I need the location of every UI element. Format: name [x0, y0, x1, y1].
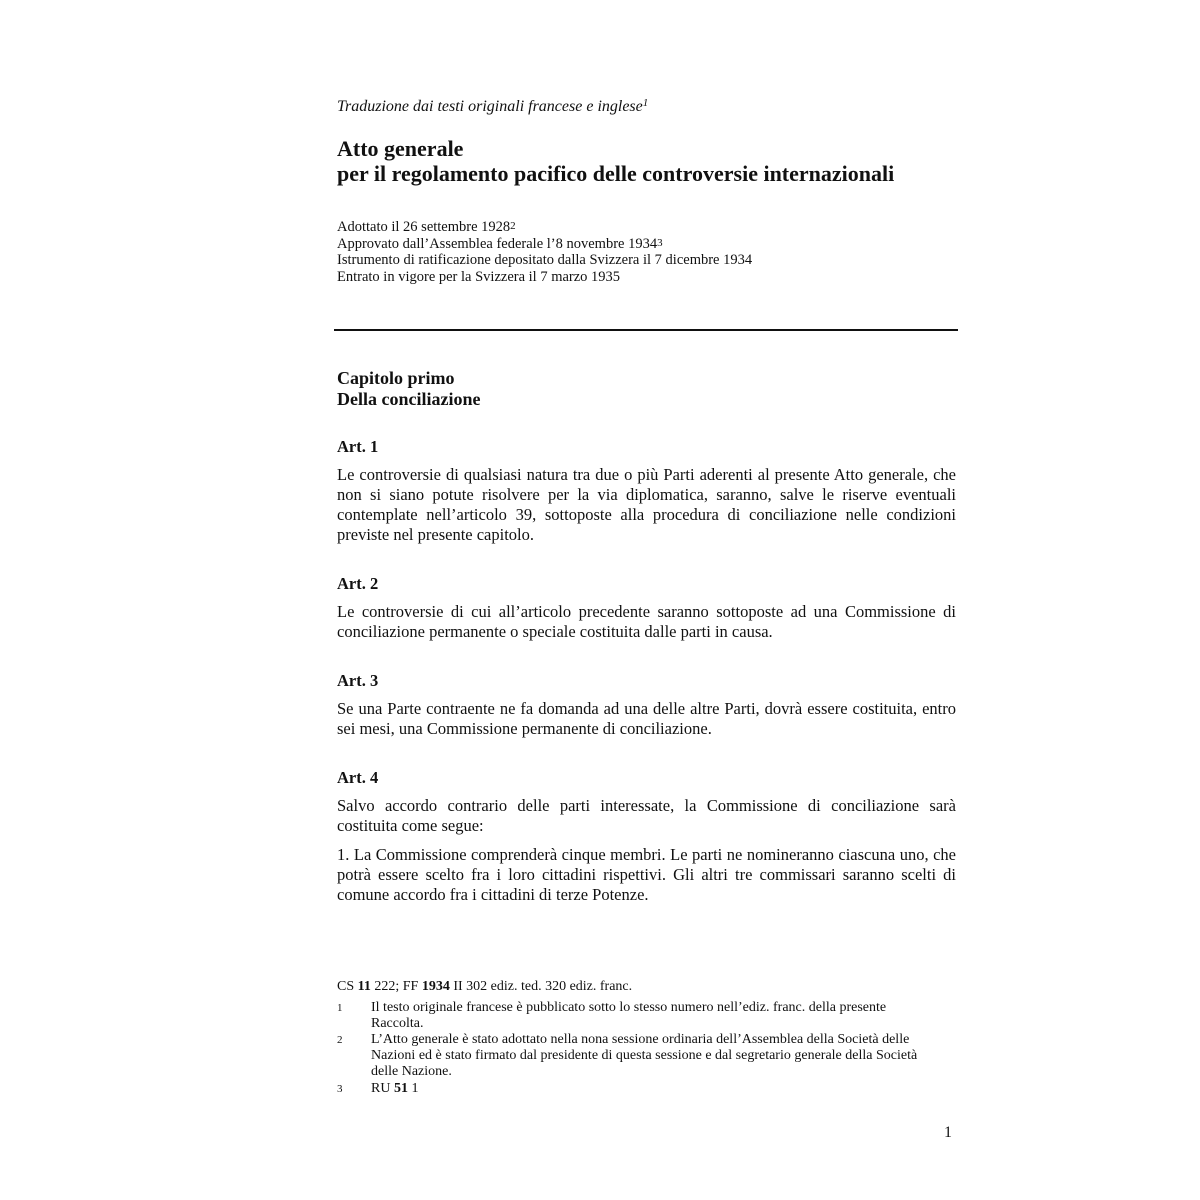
translation-note — [337, 98, 956, 116]
footnote-ref: 2 — [510, 220, 516, 232]
citation-bold: 11 — [357, 979, 371, 994]
citation-text: 222; FF — [370, 979, 422, 994]
adoption-meta — [337, 219, 956, 285]
article-paragraph: Le controversie di qualsiasi natura tra due o più Parti aderenti al presente Atto generale, che non si siano potute risolvere per la via diplomatica, saranno, salve le riserve eventuali contemplate nell’articolo 39, sottoposte alla procedura di conciliazione nelle condizioni previste nel presente capitolo. — [337, 465, 956, 544]
article-title: Art. 3 — [337, 671, 379, 690]
translation-note-text: Traduzione dai testi originali francese e inglese — [337, 98, 643, 115]
article-paragraph: 1. La Commissione comprenderà cinque membri. Le parti ne nomineranno ciascuna uno, che potrà essere scelto fra i loro cittadini rispettivi. Gli altri tre commissari saranno scelti di comune accordo fra i cittadini di terze Potenze. — [337, 845, 956, 904]
chapter-number: Capitolo primo — [337, 368, 455, 388]
footnote-number: 2 — [337, 1034, 343, 1046]
footnote-ref: 1 — [642, 97, 649, 109]
title-line-1: Atto generale — [337, 136, 464, 161]
meta-in-force: Entrato in vigore per la Svizzera il 7 marzo 1935 — [337, 268, 621, 285]
citation-bold: 1934 — [421, 979, 450, 994]
footnote-text-part: RU — [371, 1081, 394, 1096]
citation-line — [337, 979, 956, 995]
citation-text: II 302 ediz. ted. 320 ediz. franc. — [449, 979, 633, 994]
title-line-2: per il regolamento pacifico delle controversie internazionali — [337, 161, 895, 186]
footnote-number: 1 — [337, 1002, 343, 1014]
meta-approved — [337, 236, 956, 253]
article-title: Art. 4 — [337, 768, 379, 787]
page-number: 1 — [944, 1124, 952, 1141]
article-title: Art. 2 — [337, 574, 379, 593]
article-paragraph: Salvo accordo contrario delle parti interessate, la Commissione di conciliazione sarà costituita come segue: — [337, 796, 956, 835]
meta-ratification: Istrumento di ratificazione depositato dalla Svizzera il 7 dicembre 1934 — [337, 252, 753, 268]
footnote-text-part: 1 — [407, 1081, 419, 1096]
meta-approved-text: Approvato dall’Assemblea federale l’8 novembre 1934 — [337, 235, 658, 252]
article-title: Art. 1 — [337, 437, 379, 456]
footnote-text-bold: 51 — [393, 1081, 408, 1096]
citation-text: CS — [337, 979, 358, 994]
chapter-heading — [337, 368, 956, 410]
footnote-text — [371, 1081, 931, 1097]
meta-adopted — [337, 219, 956, 236]
footnote-ref: 3 — [657, 236, 663, 249]
chapter-title: Della conciliazione — [337, 389, 481, 409]
footnote-text: Il testo originale francese è pubblicato sotto lo stesso numero nell’ediz. franc. della presente Raccolta. — [371, 1000, 887, 1031]
article-paragraph: Le controversie di cui all’articolo precedente saranno sottoposte ad una Commissione di conciliazione permanente o speciale costituita dalle parti in causa. — [337, 602, 956, 641]
document-title — [337, 136, 956, 186]
meta-adopted-text: Adottato il 26 settembre 1928 — [337, 219, 511, 235]
footnote-text: L’Atto generale è stato adottato nella nona sessione ordinaria dell’Assemblea della Società delle Nazioni ed è stato firmato dal presidente di questa sessione e dal segretario generale della Società delle Nazione. — [371, 1032, 918, 1079]
article-paragraph: Se una Parte contraente ne fa domanda ad una delle altre Parti, dovrà essere costituita, entro sei mesi, una Commissione permanente di conciliazione. — [337, 699, 956, 738]
header-divider — [334, 329, 958, 331]
footnote-number: 3 — [337, 1083, 343, 1095]
